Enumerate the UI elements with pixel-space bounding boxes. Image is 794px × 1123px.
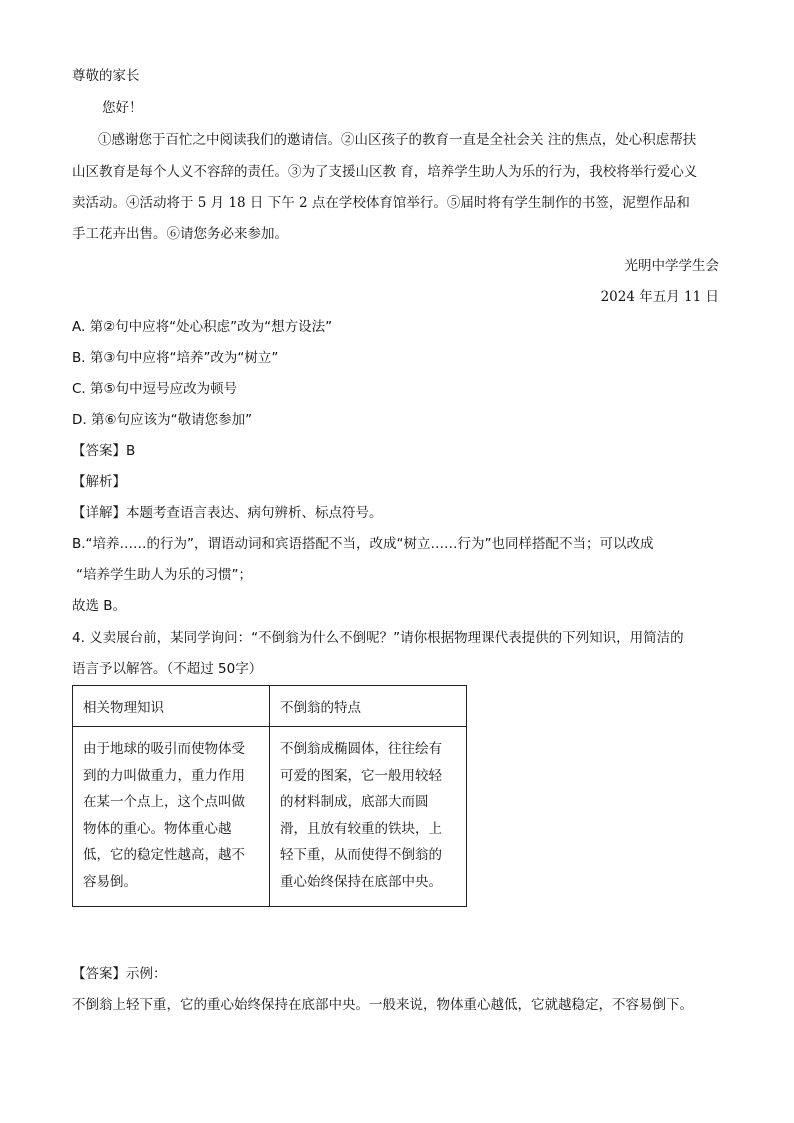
- conclusion: 故选 B。: [72, 598, 127, 614]
- q4-stem-line: 4. 义卖展台前，某同学询问：“不倒翁为什么不倒呢？”请你根据物理课代表提供的下列知识，用简洁的: [72, 630, 684, 646]
- table-header-row: [73, 686, 467, 727]
- cell-line: 在某一个点上，这个点叫做: [83, 794, 245, 811]
- cell-line: 由于地球的吸引而使物体受: [83, 741, 245, 757]
- letter-greeting: 您好！: [102, 100, 143, 116]
- cell-line: 低，它的稳定性越高，越不: [83, 847, 245, 864]
- q3-detail: [72, 503, 383, 523]
- option-c: C. 第⑤句中逗号应改为顿号: [72, 381, 238, 397]
- cell-line: 滑，且放有较重的铁块，上: [280, 820, 442, 837]
- q3-answer: [72, 441, 135, 461]
- answer-label: 【答案】: [72, 443, 126, 459]
- q4-answer-text: 不倒翁上轻下重，它的重心始终保持在底部中央。一般来说，物体重心越低，它就越稳定，不容易倒下。: [72, 997, 693, 1013]
- analysis-label: 【解析】: [72, 474, 126, 490]
- cell-line: 不倒翁成椭圆体，往往绘有: [280, 741, 442, 757]
- tumbler-features-cell: [270, 727, 467, 907]
- knowledge-table: [72, 685, 467, 907]
- letter-body-line: 山区教育是每个人义不容辞的责任。③为了支援山区教 育，培养学生助人为乐的行为，我校将举行爱心义: [72, 164, 698, 180]
- explanation-line: B.“培养……的行为”，谓语动词和宾语搭配不当，改成“树立……行为”也同样搭配不当；可以改成: [72, 536, 654, 552]
- detail-text: 本题考查语言表达、病句辨析、标点符号。: [126, 505, 383, 521]
- cell-line: 到的力叫做重力，重力作用: [83, 767, 245, 784]
- letter-body-line: 手工花卉出售。⑥请您务必来参加。: [72, 226, 288, 242]
- cell-line: 物体的重心。物体重心越: [83, 820, 232, 837]
- q4-answer: [72, 964, 167, 984]
- table-header-cell: 相关物理知识: [73, 686, 270, 727]
- cell-line: 重心始终保持在底部中央。: [280, 873, 442, 890]
- letter-signature: 光明中学学生会: [624, 258, 719, 274]
- table-header-cell: 不倒翁的特点: [270, 686, 467, 727]
- explanation-line: “培养学生助人为乐的习惯”；: [76, 567, 252, 583]
- letter-body-line: ①感谢您于百忙之中阅读我们的邀请信。②山区孩子的教育一直是全社会关 注的焦点，处心积虑帮扶: [98, 132, 697, 148]
- detail-label: 【详解】: [72, 505, 126, 521]
- cell-line: 的材料制成，底部大而圆: [280, 794, 429, 811]
- q4-stem-line: 语言予以解答。（不超过 50字）: [72, 661, 263, 677]
- letter-salutation: 尊敬的家长: [72, 68, 140, 84]
- letter-body-line: 卖活动。④活动将于 5 月 18 日 下午 2 点在学校体育馆举行。⑤届时将有学生制作的书签，泥塑作品和: [72, 195, 690, 211]
- cell-line: 轻下重，从而使得不倒翁的: [280, 847, 442, 864]
- physics-knowledge-cell: [73, 727, 270, 907]
- answer-value: B: [126, 443, 136, 459]
- cell-line: 容易倒。: [83, 873, 137, 890]
- answer-prefix: 示例：: [126, 966, 167, 982]
- cell-line: 可爱的图案，它一般用较轻: [280, 767, 442, 784]
- option-a: A. 第②句中应将“处心积虑”改为“想方设法”: [72, 319, 333, 335]
- answer-label: 【答案】: [72, 966, 126, 982]
- option-b: B. 第③句中应将“培养”改为“树立”: [72, 350, 279, 366]
- table-row: [73, 727, 467, 907]
- letter-date: 2024 年五月 11 日: [600, 289, 719, 305]
- option-d: D. 第⑥句应该为“敬请您参加”: [72, 412, 253, 428]
